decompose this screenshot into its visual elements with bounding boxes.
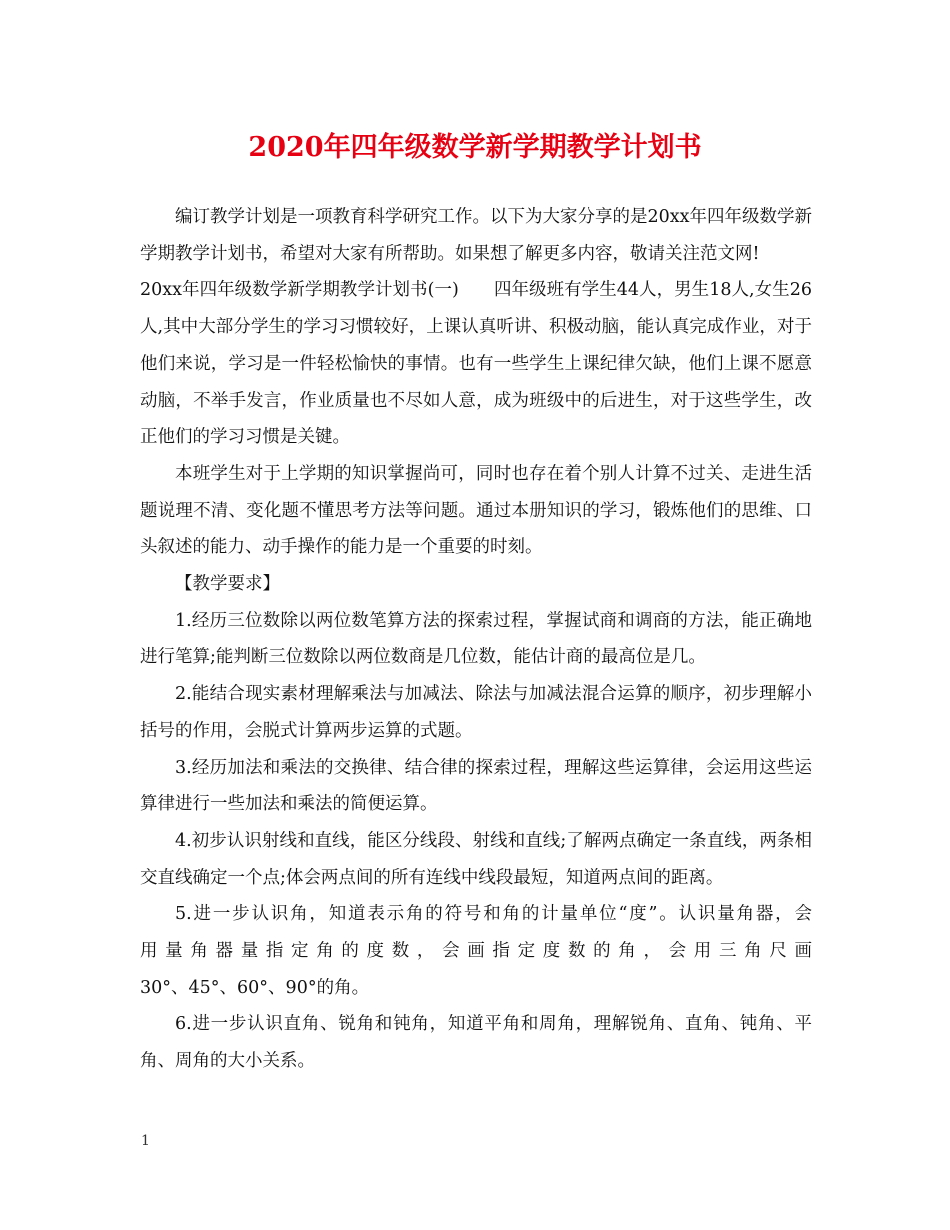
requirement-item-2: 2.能结合现实素材理解乘法与加减法、除法与加减法混合运算的顺序，初步理解小括号的作用，会脱式计算两步运算的式题。 bbox=[140, 684, 812, 741]
requirement-item-6: 6.进一步认识直角、锐角和钝角，知道平角和周角，理解锐角、直角、钝角、平角、周角的大小关系。 bbox=[140, 1014, 812, 1072]
requirement-item-1: 1.经历三位数除以两位数笔算方法的探索过程，掌握试商和调商的方法，能正确地进行笔算;能判断三位数除以两位数商是几位数，能估计商的最高位是几。 bbox=[140, 610, 812, 668]
document-title: 2020年四年级数学新学期教学计划书 bbox=[248, 132, 702, 163]
requirements-heading: 【教学要求】 bbox=[175, 574, 280, 595]
page-number: 1 bbox=[141, 1133, 150, 1149]
requirement-item-3: 3.经历加法和乘法的交换律、结合律的探索过程，理解这些运算律，会运用这些运算律进行一些加法和乘法的简便运算。 bbox=[140, 757, 812, 815]
requirement-item-5-line-2: 用量角器量指定角的度数，会画指定度数的角，会用三角尺画 bbox=[140, 941, 812, 962]
intro-paragraph: 编订教学计划是一项教育科学研究工作。以下为大家分享的是20xx年四年级数学新学期教学计划书，希望对大家有所帮助。如果想了解更多内容，敬请关注范文网! bbox=[140, 207, 813, 264]
requirement-item-5-line-1: 5.进一步认识角，知道表示角的符号和角的计量单位“度”。认识量角器，会 bbox=[175, 904, 812, 925]
document-body bbox=[140, 199, 812, 1080]
requirement-item-4: 4.初步认识射线和直线，能区分线段、射线和直线;了解两点确定一条直线，两条相交直线确定一个点;体会两点间的所有连线中线段最短，知道两点间的距离。 bbox=[140, 830, 812, 888]
section1-paragraph: 20xx年四年级数学新学期教学计划书(一) 四年级班有学生44人，男生18人,女生26人,其中大部分学生的学习习惯较好，上课认真听讲、积极动脑，能认真完成作业，对于他们来说，学习是一件轻松愉快的事情。也有一些学生上课纪律欠缺，他们上课不愿意动脑，不举手发言，作业质量也不尽如人意，成为班级中的后进生，对于这些学生，改正他们的学习习惯是关键。 bbox=[140, 280, 812, 448]
requirement-item-5-line-3: 30°、45°、60°、90°的角。 bbox=[140, 977, 370, 998]
student-knowledge-paragraph: 本班学生对于上学期的知识掌握尚可，同时也存在着个别人计算不过关、走进生活题说理不清、变化题不懂思考方法等问题。通过本册知识的学习，锻炼他们的思维、口头叙述的能力、动手操作的能力是一个重要的时刻。 bbox=[140, 463, 812, 558]
